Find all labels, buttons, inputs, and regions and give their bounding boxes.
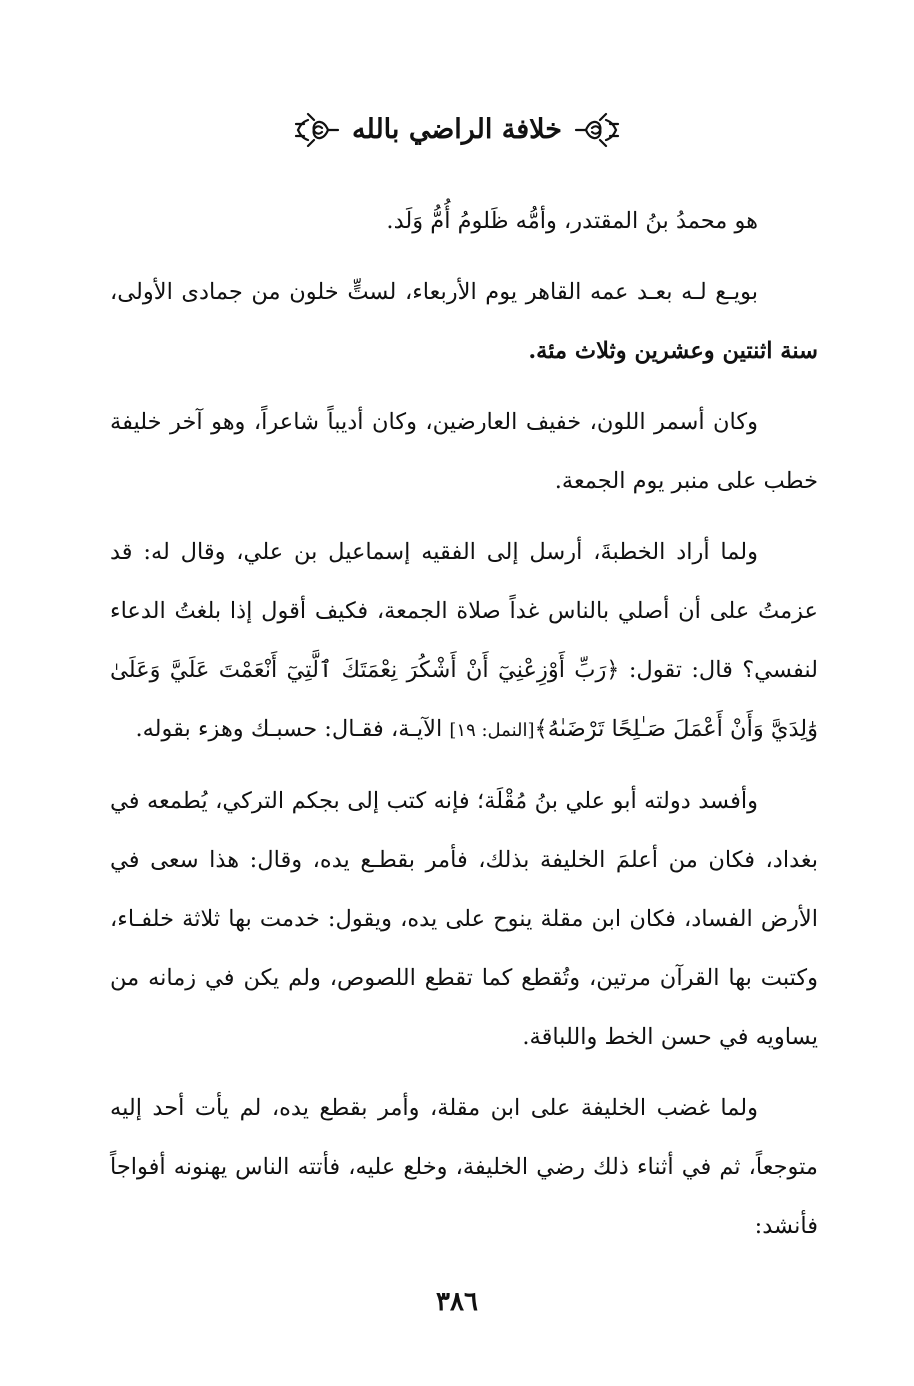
paragraph-4 (110, 523, 818, 760)
paragraph-4-text: ولما أراد الخطبةَ، أرسل إلى الفقيه إسماعيل بن علي، وقال له: قد عزمتُ على أن أصلي بالناس غداً صلاة الجمعة، فكيف أقول إذا بلغتُ الدعاء لنفسي؟ قال: تقول: (110, 539, 818, 683)
paragraph-6: ولما غضب الخليفة على ابن مقلة، وأمر بقطع يده، لم يأت أحد إليه متوجعاً، ثم في أثناء ذلك رضي الخليفة، وخلع عليه، فأتته الناس يهنونه أفواجاً فأنشد: (110, 1095, 818, 1239)
paragraph-4-text-end: الآيـة، فقـال: حسبـك وهزء بقوله. (135, 716, 450, 742)
paragraph-1: هو محمدُ بنُ المقتدر، وأمُّه ظَلومُ أُمُّ وَلَد. (386, 208, 758, 234)
body-text (110, 192, 818, 1256)
page-number: ٣٨٦ (436, 1287, 478, 1317)
paragraph-2 (110, 263, 818, 381)
page-title: خلافة الراضي بالله (352, 114, 562, 145)
paragraph-2-text: بويـع لـه بعـد عمه القاهر يوم الأربعاء، لستٍّ خلون من جمادى الأولى، (110, 279, 758, 305)
quran-verse: ﴿رَبِّ أَوْزِعْنِيٓ أَنْ أَشْكُرَ نِعْمَتَكَ ٱلَّتِيٓ أَنْعَمْتَ عَلَيَّ وَعَلَىٰ وَٰلِدَيَّ وَأَنْ أَعْمَلَ صَـٰلِحًا تَرْضَىٰهُ﴾ (110, 657, 818, 742)
ornament-flourish-icon (572, 110, 622, 150)
paragraph-5: وأفسد دولته أبو علي بنُ مُقْلَة؛ فإنه كتب إلى بجكم التركي، يُطمعه في بغداد، فكان من أعلمَ الخليفة بذلك، فأمر بقطـع يده، وقال: هذا سعى في الأرض الفساد، فكان ابن مقلة ينوح على يده، ويقول: خدمت بها ثلاثة خلفـاء، وكتبت بها القرآن مرتين، وتُقطع كما تقطع اللصوص، ولم يكن في زمانه من يساويه في حسن الخط واللباقة. (110, 788, 818, 1050)
chapter-header (0, 100, 914, 160)
ornament-flourish-icon (292, 110, 342, 150)
paragraph-3: وكان أسمر اللون، خفيف العارضين، وكان أديباً شاعراً، وهو آخر خليفة خطب على منبر يوم الجمعة. (110, 409, 818, 494)
quran-citation: [النمل: ١٩] (449, 720, 535, 741)
paragraph-2-bold-date: سنة اثنتين وعشرين وثلاث مئة. (528, 338, 818, 364)
